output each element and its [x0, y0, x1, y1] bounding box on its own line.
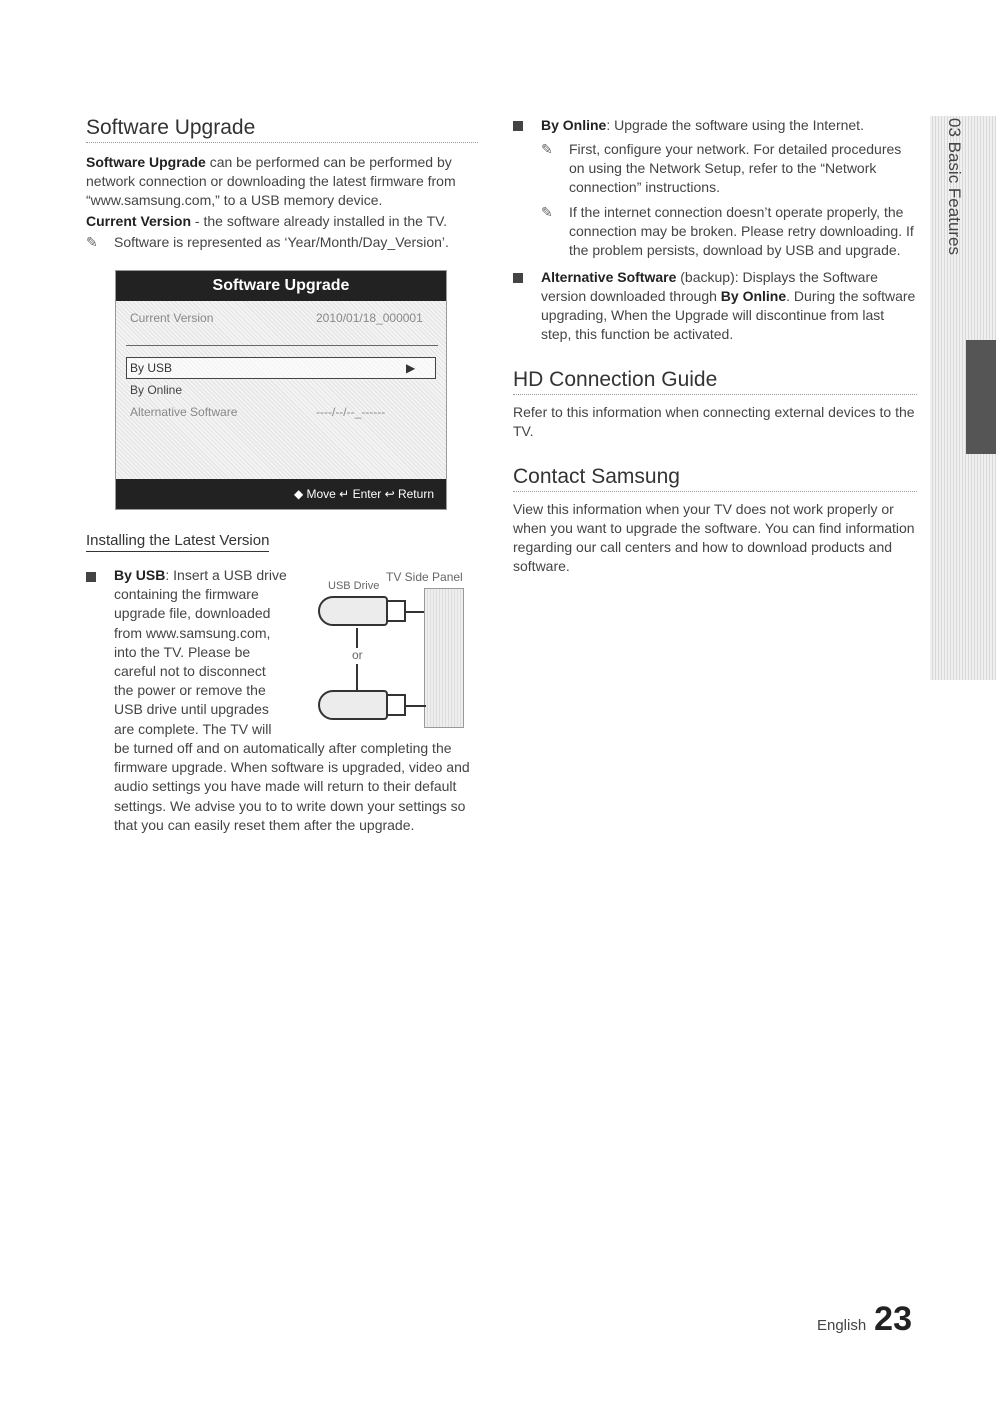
intro-text: can be performed can be performed by network connection or downloading the latest firmware from “www.samsung.com,” to a USB memory device. [86, 154, 456, 208]
screen-option-by-online[interactable]: By Online [130, 383, 183, 397]
intro-paragraph [86, 153, 478, 210]
screen-divider [126, 345, 438, 346]
note-pencil-icon-2: ✎ [541, 204, 553, 220]
software-upgrade-screen [115, 270, 447, 510]
section-title-hd-connection: HD Connection Guide [513, 368, 917, 395]
online-note-2 [513, 203, 917, 260]
current-version-bold: Current Version [86, 213, 192, 229]
screen-alternative-value: ----/--/--_------ [316, 405, 386, 419]
usb-drive-icon [318, 596, 388, 626]
section-title-software-upgrade: Software Upgrade [86, 116, 478, 143]
note-pencil-icon: ✎ [86, 234, 98, 250]
right-column [513, 116, 917, 576]
chapter-tab-marker [966, 340, 996, 454]
tv-side-panel-icon [424, 588, 464, 728]
screen-selection-highlight[interactable] [126, 357, 436, 379]
installing-title: Installing the Latest Version [86, 532, 269, 552]
current-version-text: - the software already installed in the TV. [191, 213, 448, 229]
usb-plug-icon-2 [386, 694, 406, 716]
usb-line-7: USB drive until upgrades [114, 701, 269, 718]
screen-current-value: 2010/01/18_000001 [316, 311, 423, 325]
usb-paragraph-narrow [114, 566, 314, 739]
footer-language: English [816, 1317, 867, 1334]
alt-bold: Alternative Software [541, 269, 677, 285]
version-note-text: Software is represented as ‘Year/Month/Day_Version’. [114, 234, 449, 250]
page-number: 23 [874, 1300, 912, 1338]
alternative-item [513, 268, 917, 344]
screen-current-label: Current Version [130, 311, 214, 325]
alt-text-2: . During the software upgrading, When the Upgrade will discontinue from last step, this function be activated. [541, 288, 916, 342]
bullet-online [513, 121, 523, 131]
usb-line-6: the power or remove the [114, 682, 266, 699]
arrow-right-icon [406, 611, 426, 613]
arrow-right-icon-2 [406, 705, 426, 707]
usb-line-8: are complete. The TV will [114, 720, 272, 737]
online-bold: By Online [541, 117, 607, 133]
by-online-item [513, 116, 917, 135]
bullet-usb [86, 572, 96, 582]
usb-bold: By USB [114, 567, 166, 583]
screen-title: Software Upgrade [116, 271, 446, 301]
usb-line-0: : Insert a USB drive [165, 567, 287, 583]
usb-line-5: careful not to disconnect [114, 663, 266, 680]
screen-option-by-usb[interactable]: By USB [130, 361, 173, 375]
contact-paragraph: View this information when your TV does not work properly or when you want to upgrade the software. You can find information regarding our call centers and how to download products and software. [513, 501, 915, 574]
connector-line-top [356, 628, 358, 648]
connector-line-bottom [356, 664, 358, 690]
left-column [86, 116, 478, 252]
or-label: or [352, 648, 363, 662]
note-pencil-icon-1: ✎ [541, 141, 553, 157]
intro-bold: Software Upgrade [86, 154, 206, 170]
section-title-contact: Contact Samsung [513, 465, 917, 492]
chevron-right-icon: ▶ [406, 361, 416, 375]
usb-paragraph-full: be turned off and on automatically after completing the firmware upgrade. When software is upgraded, video and audio settings you have made will return to their default settings. We advise you to to write down your settings so that you can easily reset them after the upgrade. [114, 740, 470, 833]
alt-text-1: (backup): Displays the Software version downloaded through [541, 269, 878, 304]
usb-drive-icon-2 [318, 690, 388, 720]
usb-drive-label: USB Drive [328, 580, 380, 592]
usb-plug-icon [386, 600, 406, 622]
screen-footer-hints: ◆ Move ↵ Enter ↩ Return [116, 479, 446, 509]
tv-side-panel-label: TV Side Panel [386, 570, 463, 584]
version-note [86, 233, 478, 252]
chapter-label: 03 Basic Features [945, 118, 964, 256]
online-text: : Upgrade the software using the Internet. [606, 117, 864, 133]
screen-option-alternative[interactable]: Alternative Software [130, 405, 238, 419]
alt-bold-2: By Online [720, 288, 787, 304]
usb-line-1: containing the firmware [114, 586, 259, 603]
online-note-2-text: If the internet connection doesn’t operate properly, the connection may be broken. Please retry downloading. If the problem persists, download by USB and upgrade. [569, 204, 914, 258]
online-note-1-text: First, configure your network. For detailed procedures on using the Network Setup, refer to the “Network connection” instructions. [569, 141, 902, 195]
usb-line-3: from www.samsung.com, [114, 624, 271, 641]
usb-line-4: into the TV. Please be [114, 643, 251, 660]
bullet-alternative [513, 273, 523, 283]
hd-paragraph: Refer to this information when connecting external devices to the TV. [513, 404, 915, 439]
current-version-paragraph [86, 212, 478, 231]
online-note-1 [513, 140, 917, 197]
page-footer [817, 1300, 912, 1339]
usb-line-2: upgrade file, downloaded [114, 605, 271, 622]
